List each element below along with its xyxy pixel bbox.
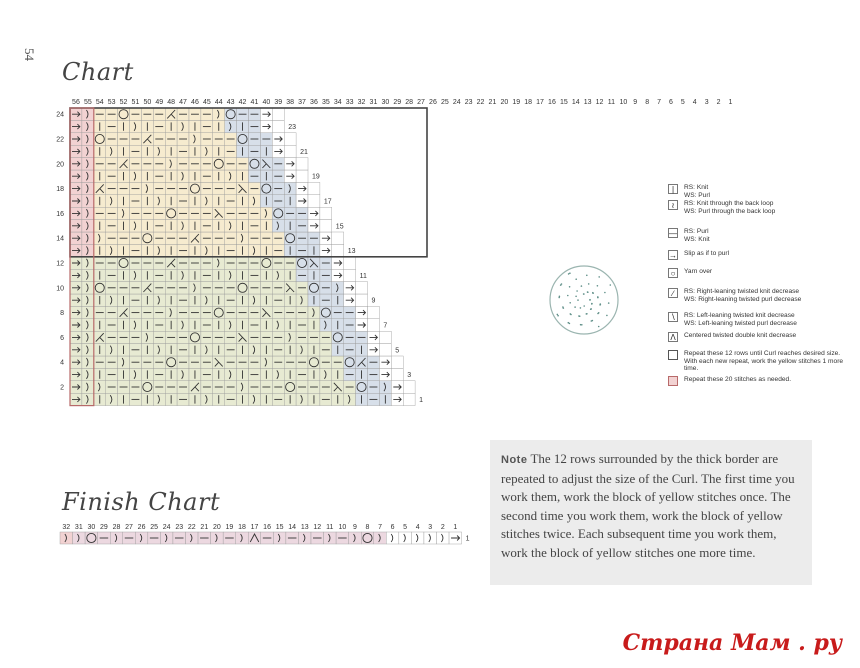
- chart-row-number-left: 12: [56, 260, 64, 268]
- chart-column-number: 6: [668, 99, 673, 106]
- finish-column-number: 4: [415, 524, 420, 531]
- swatch-dot: [570, 314, 572, 316]
- note-label: Note: [501, 454, 528, 466]
- legend-text: RS: Left-leaning twisted knit decrease WS: Left-leaning twisted purl decrease: [684, 312, 797, 327]
- finish-column-number: 31: [74, 524, 83, 531]
- chart-column-number: 4: [692, 99, 697, 106]
- chart-column-number: 17: [536, 99, 544, 106]
- finish-column-number: 11: [326, 524, 334, 531]
- chart-cell: [296, 170, 308, 182]
- chart-column-number: 25: [440, 99, 449, 106]
- swatch-dot: [583, 305, 585, 307]
- chart-cell: [391, 368, 403, 380]
- yo-icon: ○: [668, 268, 678, 278]
- chart-column-number: 40: [262, 99, 271, 106]
- swatch-dot: [600, 303, 602, 305]
- chart-cell: [284, 133, 296, 145]
- chart-column-number: 24: [452, 99, 461, 106]
- chart-column-number: 19: [512, 99, 521, 106]
- chart-cell: [320, 220, 332, 232]
- finish-column-number: 26: [137, 524, 146, 531]
- repeat-red-icon: [668, 376, 678, 386]
- chart-column-number: 56: [72, 99, 80, 106]
- chart-column-number: 27: [417, 99, 425, 106]
- chart-column-number: 41: [250, 99, 259, 106]
- chart-column-number: 21: [488, 99, 497, 106]
- chart-column-number: 34: [333, 99, 342, 106]
- swatch-dot: [598, 312, 600, 314]
- chart-row-number-left: 18: [56, 186, 64, 194]
- chart-column-number: 12: [595, 99, 604, 106]
- swatch-dot: [604, 292, 606, 294]
- chart-column-number: 52: [119, 99, 128, 106]
- chart-column-number: 33: [345, 99, 354, 106]
- chart-column-number: 22: [476, 99, 485, 106]
- chart-cell: [368, 319, 380, 331]
- chart-cell: [391, 356, 403, 368]
- chart-row-number-left: 6: [60, 334, 64, 342]
- chart-column-number: 51: [131, 99, 140, 106]
- chart-column-number: 29: [393, 99, 402, 106]
- chart-row-number-right: 11: [359, 272, 367, 280]
- left-dec-icon: ∖: [668, 312, 678, 322]
- swatch-dot: [592, 292, 594, 294]
- finish-column-number: 18: [238, 524, 246, 531]
- swatch-dot: [581, 285, 583, 287]
- chart-cell: [296, 158, 308, 170]
- chart-cell: [344, 269, 356, 281]
- chart-cell: [344, 257, 356, 269]
- swatch-dot: [563, 307, 565, 309]
- finish-column-number: 29: [100, 524, 108, 531]
- finish-column-number: 8: [365, 524, 370, 531]
- swatch-dot: [557, 315, 559, 317]
- chart-row-number-left: 24: [56, 111, 64, 119]
- swatch-dot: [586, 275, 588, 277]
- chart-cell: [379, 331, 391, 343]
- finish-column-number: 16: [263, 524, 271, 531]
- chart-column-number: 45: [202, 99, 211, 106]
- swatch-dot: [560, 284, 562, 286]
- chart-cell: [308, 182, 320, 194]
- chart-column-number: 46: [191, 99, 199, 106]
- finish-column-number: 12: [313, 524, 322, 531]
- legend-text: Slip as if to purl: [684, 250, 730, 257]
- curl-swatch-image: [548, 264, 620, 336]
- finish-column-number: 23: [175, 524, 184, 531]
- swatch-dot: [579, 315, 581, 317]
- chart-column-number: 30: [381, 99, 390, 106]
- chart-column-number: 38: [286, 99, 295, 106]
- swatch-dot: [558, 297, 560, 299]
- chart-column-number: 15: [559, 99, 568, 106]
- chart-cell: [272, 108, 284, 120]
- chart-column-number: 26: [429, 99, 437, 106]
- legend-text: RS: Purl WS: Knit: [684, 228, 710, 243]
- chart-cell: [332, 244, 344, 256]
- chart-row-number-right: 13: [347, 248, 356, 256]
- chart-row-number-right: 21: [300, 148, 308, 156]
- chart-row-number-right: 19: [312, 173, 320, 181]
- swatch-dot: [586, 313, 588, 315]
- chart-column-number: 9: [633, 99, 638, 106]
- swatch-dot: [591, 303, 593, 305]
- finish-column-number: 25: [150, 524, 159, 531]
- note-body: The 12 rows surrounded by the thick border are repeated to adjust the size of the Curl. The first time you work them, work the block of yellow stitches once. The second time you work them, work the block of yellow stitches twice. Each subsequent time you work them, work the block of yellow stitches one more time.: [501, 451, 795, 560]
- finish-column-number: 19: [225, 524, 234, 531]
- finish-row-number: 1: [465, 535, 470, 543]
- finish-column-number: 2: [440, 524, 445, 531]
- legend-text: Yarn over: [684, 268, 713, 275]
- chart-column-number: 39: [274, 99, 283, 106]
- swatch-dot: [569, 286, 571, 288]
- finish-column-number: 9: [352, 524, 357, 531]
- chart-row-number-left: 2: [60, 384, 64, 392]
- chart-row-number-left: 22: [56, 136, 64, 144]
- swatch-dot: [576, 290, 578, 292]
- chart-row-number-left: 4: [60, 359, 64, 367]
- chart-column-number: 50: [143, 99, 152, 106]
- swatch-dot: [577, 299, 579, 301]
- swatch-dot: [575, 278, 577, 280]
- chart-column-number: 7: [657, 99, 662, 106]
- swatch-circle: [550, 266, 618, 334]
- finish-column-number: 14: [288, 524, 297, 531]
- swatch-dot: [581, 324, 583, 326]
- chart-cell: [284, 145, 296, 157]
- finish-column-number: 7: [378, 524, 382, 531]
- finish-column-number: 13: [300, 524, 309, 531]
- legend-text: Repeat these 20 stitches as needed.: [684, 376, 792, 383]
- swatch-dot: [587, 291, 589, 293]
- finish-column-number: 27: [125, 524, 133, 531]
- chart-row-number-left: 14: [56, 235, 64, 243]
- swatch-dot: [583, 293, 585, 295]
- chart-grid: [70, 108, 427, 406]
- chart-row-number-right: 23: [288, 124, 296, 132]
- chart-column-number: 14: [571, 99, 580, 106]
- chart-row-number-right: 9: [371, 297, 376, 305]
- finish-chart-title: Finish Chart: [62, 488, 221, 516]
- finish-column-number: 30: [87, 524, 96, 531]
- swatch-dot: [574, 306, 576, 308]
- chart-cell: [308, 195, 320, 207]
- chart-title: Chart: [62, 58, 134, 86]
- chart-column-number: 10: [619, 99, 628, 106]
- finish-column-number: 6: [390, 524, 395, 531]
- swatch-dot: [588, 283, 590, 285]
- finish-column-number: 28: [112, 524, 121, 531]
- chart-row-number-right: 1: [419, 396, 424, 404]
- chart-column-number: 35: [321, 99, 330, 106]
- knit-icon: |: [668, 184, 678, 194]
- swatch-dot: [597, 296, 599, 298]
- chart-column-number: 42: [238, 99, 247, 106]
- chart-column-number: 20: [500, 99, 509, 106]
- chart-row-number-left: 16: [56, 210, 64, 218]
- chart-column-number: 55: [83, 99, 92, 106]
- chart-column-number: 49: [155, 99, 164, 106]
- swatch-dot: [590, 308, 592, 310]
- swatch-dot: [569, 302, 571, 304]
- swatch-dot: [597, 285, 599, 287]
- chart-column-number: 36: [310, 99, 318, 106]
- finish-column-number: 10: [338, 524, 347, 531]
- legend-text: RS: Knit through the back loop WS: Purl through the back loop: [684, 200, 776, 215]
- chart-column-number: 53: [107, 99, 116, 106]
- chart-column-numbers: [72, 99, 732, 106]
- chart-cell: [272, 120, 284, 132]
- finish-column-number: 21: [200, 524, 209, 531]
- finish-column-number: 22: [187, 524, 196, 531]
- chart-column-number: 1: [728, 99, 733, 106]
- right-dec-icon: ∕: [668, 288, 678, 298]
- chart-column-number: 48: [167, 99, 176, 106]
- chart-row-number-right: 5: [395, 347, 400, 355]
- chart-cell: [332, 232, 344, 244]
- finish-column-number: 3: [428, 524, 433, 531]
- chart-row-number-right: 3: [407, 372, 412, 380]
- chart-column-number: 28: [405, 99, 414, 106]
- chart-column-number: 2: [716, 99, 721, 106]
- legend-text: RS: Knit WS: Purl: [684, 184, 711, 199]
- chart-cell: [403, 393, 415, 405]
- chart-column-number: 13: [583, 99, 592, 106]
- purl-icon: —: [669, 229, 677, 238]
- twisted-icon: ≀: [668, 200, 678, 210]
- legend-text: Centered twisted double knit decrease: [684, 332, 797, 339]
- chart-cell: [379, 344, 391, 356]
- finish-column-number: 1: [453, 524, 458, 531]
- finish-column-number: 15: [275, 524, 284, 531]
- chart-row-number-right: 7: [383, 322, 388, 330]
- chart-row-number-right: 15: [335, 223, 344, 231]
- chart-row-number-left: 8: [60, 310, 64, 318]
- finish-column-number: 32: [62, 524, 71, 531]
- watermark-logo: Страна Мам . ру: [622, 630, 842, 656]
- swatch-dot: [610, 284, 612, 286]
- chart-column-number: 54: [95, 99, 104, 106]
- swatch-dot: [568, 273, 570, 275]
- chart-row-number-left: 20: [56, 161, 64, 169]
- slip-icon: →: [669, 251, 677, 260]
- swatch-dot: [567, 295, 569, 297]
- repeat-box-icon: [668, 350, 678, 360]
- chart-cell: [320, 207, 332, 219]
- chart-column-number: 32: [357, 99, 366, 106]
- chart-cell: [356, 294, 368, 306]
- swatch-dot: [606, 315, 608, 317]
- chart-column-number: 31: [369, 99, 378, 106]
- chart-row-number-left: 10: [56, 285, 64, 293]
- legend-text: RS: Right-leaning twisted knit decrease WS: Right-leaning twisted purl decrease: [684, 288, 802, 303]
- chart-column-number: 44: [214, 99, 223, 106]
- finish-column-number: 17: [250, 524, 259, 531]
- chart-column-number: 3: [704, 99, 709, 106]
- chart-column-number: 11: [607, 99, 616, 106]
- chart-cell: [368, 306, 380, 318]
- chart-column-number: 16: [548, 99, 556, 106]
- swatch-dot: [575, 296, 577, 298]
- note-box: [490, 440, 812, 585]
- chart-column-number: 37: [298, 99, 306, 106]
- swatch-dot: [580, 307, 582, 309]
- swatch-dot: [592, 320, 594, 322]
- chart-column-number: 18: [524, 99, 533, 106]
- finish-chart: [40, 520, 490, 560]
- swatch-dot: [569, 323, 571, 325]
- chart-column-number: 43: [226, 99, 235, 106]
- note-text: [501, 450, 801, 562]
- finish-column-number: 20: [212, 524, 221, 531]
- chart-column-number: 5: [680, 99, 685, 106]
- finish-column-number: 24: [162, 524, 171, 531]
- swatch-dot: [598, 276, 600, 278]
- chart-column-number: 23: [464, 99, 473, 106]
- chart-column-number: 8: [645, 99, 650, 106]
- finish-column-number: 5: [403, 524, 408, 531]
- swatch-dot: [589, 299, 591, 301]
- chart-row-number-right: 17: [323, 198, 332, 206]
- chart-cell: [403, 381, 415, 393]
- swatch-dot: [608, 302, 610, 304]
- swatch-dot: [598, 326, 600, 328]
- chart-cell: [356, 282, 368, 294]
- chart-column-number: 47: [179, 99, 187, 106]
- legend-text: Repeat these 12 rows until Curl reaches desired size. With each new repeat, work the yellow stitches 1 more time.: [684, 350, 844, 372]
- page-number: 54: [22, 48, 37, 61]
- centered-dec-icon: Λ: [668, 332, 678, 342]
